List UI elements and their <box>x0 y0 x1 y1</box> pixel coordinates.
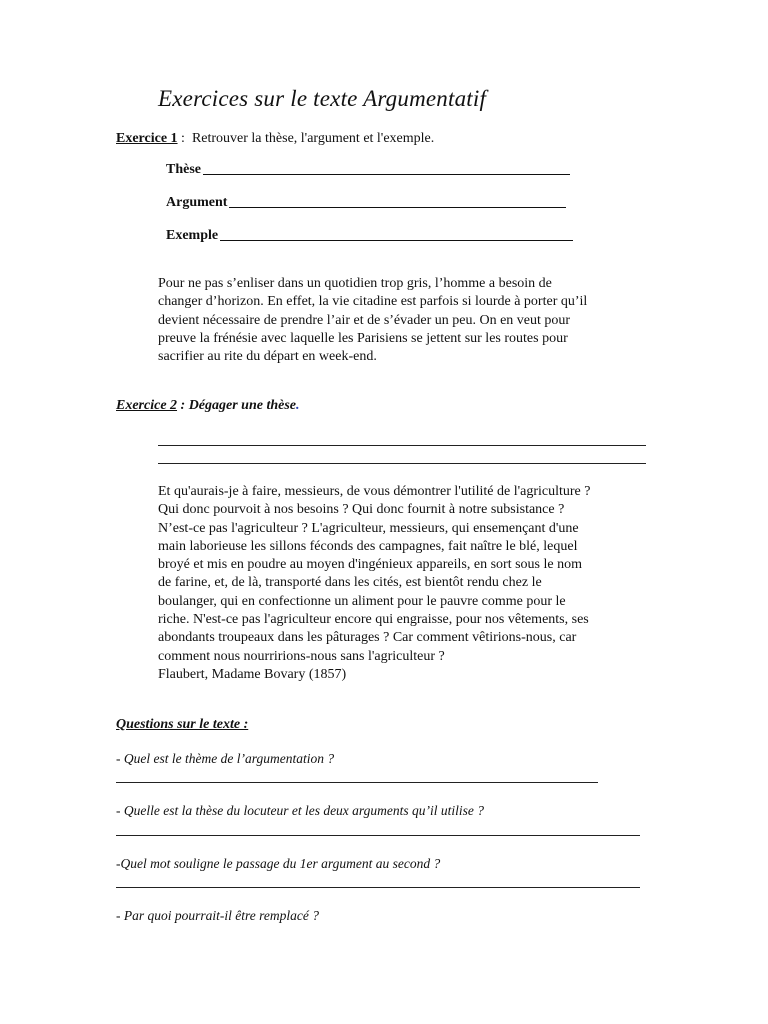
paragraph-line: Et qu'aurais-je à faire, messieurs, de vous démontrer l'utilité de l'agriculture ? <box>158 484 591 499</box>
paragraph-line: comment nous nourririons-nous sans l'agriculteur ? <box>158 648 445 664</box>
paragraph-line: abondants troupeaux dans les pâturages ? Car comment vêtirions-nous, car <box>158 630 577 646</box>
field-these <box>166 162 570 178</box>
field-exemple-label: Exemple <box>166 228 219 243</box>
page-title: Exercices sur le texte Argumentatif <box>158 86 487 111</box>
exercice-2-header <box>116 398 300 414</box>
citation: Flaubert, Madame Bovary (1857) <box>158 666 347 682</box>
paragraph-line: broyé et mis en poudre au moyen d'ingénieux appareils, en sort sous le nom <box>158 557 582 573</box>
paragraph-line: Qui donc pourvoit à nos besoins ? Qui donc fournit à notre subsistance ? <box>158 502 565 518</box>
paragraph-line: riche. N'est-ce pas l'agriculteur encore qui engraisse, pour nos vêtements, ses <box>158 612 589 628</box>
exercice-2-label: Exercice 2 <box>116 398 178 413</box>
question-2: - Quelle est la thèse du locuteur et les deux arguments qu’il utilise ? <box>116 803 485 818</box>
paragraph-line: de farine, et, de là, transporté dans les cités, est bientôt rendu chez le <box>158 575 542 591</box>
paragraph-line: main laborieuse les sillons féconds des campagnes, fait naître le blé, lequel <box>158 538 578 554</box>
field-argument <box>166 195 566 211</box>
paragraph-line: changer d’horizon. En effet, la vie citadine est parfois si lourde à porter qu’il <box>158 294 588 310</box>
paragraph-line: sacrifier au rite du départ en week-end. <box>158 349 377 365</box>
questions-title: Questions sur le texte : <box>116 717 249 732</box>
question-1-answer-line <box>116 782 598 783</box>
paragraph-line: N’est-ce pas l'agriculteur ? L'agriculteur, messieurs, qui ensemençant d'une <box>158 520 579 536</box>
field-argument-line <box>229 206 566 208</box>
question-4: - Par quoi pourrait-il être remplacé ? <box>116 908 319 923</box>
answer-line-2 <box>158 463 646 464</box>
paragraph-line: devient nécessaire de prendre l’air et de s’évader un peu. On en veut pour <box>158 312 571 328</box>
field-exemple-line <box>220 239 573 241</box>
paragraph-line: preuve la frénésie avec laquelle les Parisiens se jettent sur les routes pour <box>158 330 568 346</box>
field-exemple <box>166 228 573 244</box>
exercice-1-paragraph <box>158 275 648 366</box>
question-1: - Quel est le thème de l’argumentation ? <box>116 751 335 766</box>
exercice-2-paragraph <box>158 483 648 684</box>
exercice-1-separator: : <box>177 131 185 146</box>
answer-line-1 <box>158 445 646 446</box>
exercice-2-dot: . <box>296 398 300 413</box>
paragraph-line: Pour ne pas s’enliser dans un quotidien trop gris, l’homme a besoin de <box>158 276 552 291</box>
field-these-line <box>203 173 570 175</box>
exercice-1-header <box>116 131 434 147</box>
exercice-2-instruction: : Dégager une thèse <box>177 398 297 413</box>
exercice-1-label: Exercice 1 <box>116 131 178 146</box>
exercice-1-instruction: Retrouver la thèse, l'argument et l'exemple. <box>191 131 435 146</box>
field-argument-label: Argument <box>166 195 228 210</box>
question-2-answer-line <box>116 835 640 836</box>
paragraph-line: boulanger, qui en confectionne un aliment pour le pauvre comme pour le <box>158 593 566 609</box>
question-3-answer-line <box>116 887 640 888</box>
field-these-label: Thèse <box>166 162 201 177</box>
question-3: -Quel mot souligne le passage du 1er argument au second ? <box>116 856 441 871</box>
